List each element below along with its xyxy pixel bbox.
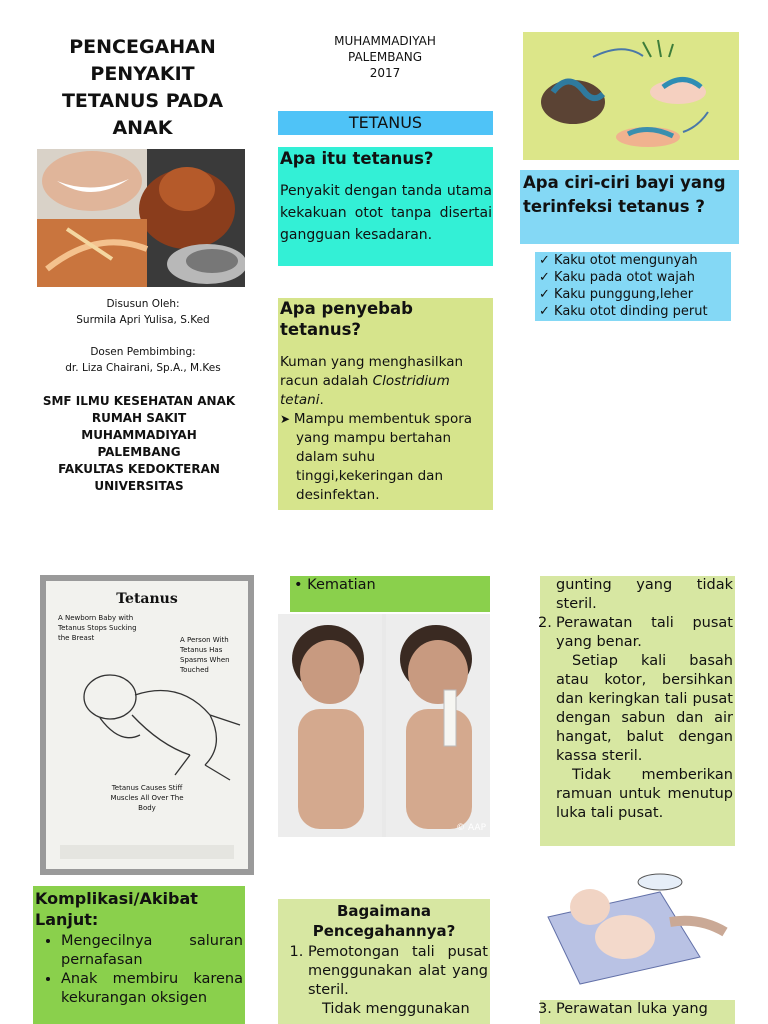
brochure-title: PENCEGAHAN PENYAKIT TETANUS PADA ANAK [61, 36, 224, 139]
list-item: ➤ Mampu membentuk spora yang mampu bertahan dalam suhu tinggi,kekeringan dan desinfektan. [280, 410, 489, 505]
tetanus-infant-photo-collage [37, 149, 245, 287]
prevention-continue: Tidak menggunakan [322, 1001, 470, 1017]
prevention-item-2 [540, 614, 735, 823]
cause-box [278, 298, 493, 510]
institution-line: PALEMBANG [347, 50, 422, 64]
item2-title: Perawatan tali pusat yang benar. [556, 615, 733, 650]
symptoms-title: Apa ciri-ciri bayi yang terinfeksi tetanus ? [523, 173, 726, 216]
institution-line: RUMAH SAKIT [91, 411, 187, 425]
q2-body [278, 353, 493, 410]
institution-header [300, 33, 470, 81]
diagram-title: Tetanus [116, 591, 178, 607]
symptoms-list [535, 252, 731, 320]
item2-paragraph: Tidak memberikan ramuan untuk menutup luka tali pusat. [556, 767, 733, 821]
tetanus-header: TETANUS [278, 111, 493, 135]
kematian-text: Kematian [307, 577, 376, 593]
bacteria-name: Clostridium tetani [280, 373, 450, 408]
supervisor-name: dr. Liza Chairani, Sp.A., M.Kes [65, 362, 221, 374]
prevention-continued-box [540, 576, 735, 846]
institution-line: PALEMBANG [97, 445, 181, 459]
list-item: ✓ Kaku otot mengunyah [539, 252, 731, 269]
kematian-box [290, 576, 490, 612]
scissors-continued: gunting yang tidak steril. [556, 577, 733, 612]
author-block [37, 296, 249, 376]
list-item: • Anak membiru karena kekurangan oksigen [61, 970, 243, 1008]
author-name: Surmila Apri Yulisa, S.Ked [76, 314, 210, 326]
tetanus-lifecycle-illustration [523, 32, 739, 160]
diagram-note-left: A Newborn Baby with Tetanus Stops Sucking the Breast [58, 614, 137, 642]
item-number: 2. [538, 615, 552, 631]
item3-text: Perawatan luka yang [556, 1001, 708, 1017]
institution-line: MUHAMMADIYAH [81, 428, 197, 442]
dosen-label: Dosen Pembimbing: [90, 346, 196, 358]
prevention-title: Bagaimana Pencegahannya? [312, 902, 456, 940]
komplikasi-title: Komplikasi/Akibat Lanjut: [35, 889, 198, 929]
list-item: ✓ Kaku pada otot wajah [539, 269, 731, 286]
list-item: 1. Pemotongan tali pusat menggunakan alat yang steril. [308, 943, 488, 1000]
institution-line: MUHAMMADIYAH [334, 34, 436, 48]
symptoms-title-box [520, 170, 739, 244]
list-item: • Mengecilnya saluran pernafasan [61, 932, 243, 970]
diagram-note-right: A Person With Tetanus Has Spasms When Touched [180, 636, 230, 674]
komplikasi-box [33, 886, 245, 1024]
photo-credit: © AAP [456, 823, 486, 833]
q1-title: Apa itu tetanus? [280, 149, 434, 168]
institution-line: SMF ILMU KESEHATAN ANAK [42, 394, 236, 408]
cause-bullets [278, 410, 493, 505]
komplikasi-list [33, 932, 245, 1008]
symptoms-list-box [535, 252, 731, 321]
list-item: ✓ Kaku otot dinding perut [539, 303, 731, 320]
what-is-tetanus-box [278, 147, 493, 266]
disusun-label: Disusun Oleh: [106, 298, 180, 310]
prevention-item-3-box [540, 1000, 735, 1024]
q2-title: Apa penyebab tetanus? [280, 299, 413, 339]
q1-body: Penyakit dengan tanda utama kekakuan otot tanpa disertai gangguan kesadaran. [280, 183, 492, 243]
list-item: ✓ Kaku punggung,leher [539, 286, 731, 303]
prevention-list [278, 943, 490, 1000]
umbilical-care-illustration [540, 862, 730, 987]
item2-paragraph: Setiap kali basah atau kotor, bersihkan dan keringkan tali pusat dengan sabun dan air hangat, balut dengan kassa steril. [556, 653, 733, 764]
institution-line: FAKULTAS KEDOKTERAN [58, 462, 220, 476]
prevention-item-3 [540, 1000, 735, 1019]
item-number: 3. [538, 1001, 552, 1017]
diagram-note-bottom: Tetanus Causes Stiff Muscles All Over The Body [110, 784, 184, 812]
institution-block [30, 393, 248, 495]
institution-line: UNIVERSITAS [94, 479, 184, 493]
tetanus-infants-photo [278, 614, 490, 837]
year-label: 2017 [369, 66, 401, 80]
q2-body-text: Kuman yang menghasilkan racun adalah [280, 354, 464, 389]
tetanus-diagram-poster [40, 575, 254, 875]
q2-body-end: . [319, 392, 324, 408]
kematian-item: • Kematian [294, 577, 376, 593]
prevention-box [278, 899, 490, 1024]
